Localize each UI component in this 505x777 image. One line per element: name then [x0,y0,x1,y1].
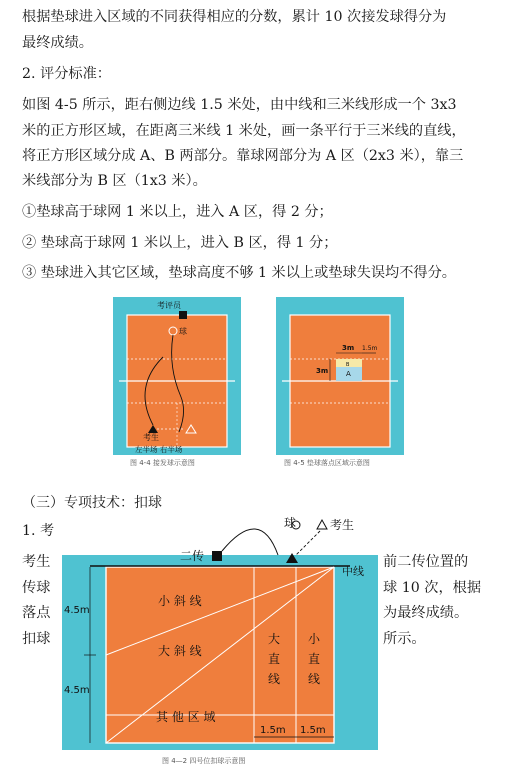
examiner-label: 考评员 [157,301,181,310]
small-straight-label: 小 [308,632,321,646]
paragraph-line: 将正方形区域分成 A、B 两部分。靠球网部分为 A 区（2x3 米），靠三 [22,148,464,164]
examinee-label: 考生 [143,433,159,442]
setter-marker [212,551,222,561]
figure-spike [60,515,380,750]
ball-label: 球 [284,516,297,530]
paragraph-line: 落点 [22,605,51,621]
ball-label: 球 [179,327,187,336]
big-diagonal-label: 大 斜 线 [158,644,202,658]
paragraph-line: 所示。 [383,631,426,647]
dim-label: 1.5m [362,345,378,352]
dim-label: 3m [316,367,329,375]
figure-caption: 图 4-4 接发球示意图 [130,459,195,467]
zone-a-label: A [346,370,351,378]
paragraph-line: 米线部分为 B 区（1x3 米）。 [22,173,207,189]
scoring-rule: ② 垫球高于球网 1 米以上，进入 B 区，得 1 分； [22,235,338,251]
examiner-marker [179,311,187,319]
small-straight-label: 直 [308,652,321,666]
center-line-label: 中线 [342,565,364,578]
other-area-label: 其 他 区 域 [156,710,216,724]
paragraph-line: 1. 考 [22,523,55,539]
dim-label: 4.5m [64,685,90,696]
dim-label: 1.5m [300,725,326,736]
figure-caption: 图 4—2 四号位扣球示意图 [162,757,246,765]
halves-label: 左半场 右半场 [135,445,183,454]
paragraph-line: 扣球 [22,631,51,647]
paragraph-line: 球 10 次，根据 [383,580,482,596]
zone-b-label: B [346,362,350,368]
spike-diagram [60,515,380,750]
dim-label: 3m [342,344,355,352]
section-heading: （三）专项技术：扣球 [22,495,162,511]
figure-landing-zone [276,297,404,455]
paragraph-line: 传球 [22,580,51,596]
small-straight-label: 线 [308,672,321,686]
landing-zone-diagram [276,297,404,455]
section-heading: 2. 评分标准： [22,66,111,82]
scoring-rule: ③ 垫球进入其它区域，垫球高度不够 1 米以上或垫球失误均不得分。 [22,265,456,281]
paragraph-line: 米的正方形区域，在距离三米线 1 米处，画一条平行于三米线的直线， [22,123,466,139]
figure-caption: 图 4-5 垫球落点区域示意图 [284,459,370,467]
dim-label: 1.5m [260,725,286,736]
serve-receive-diagram [113,297,241,455]
small-diagonal-label: 小 斜 线 [158,594,202,608]
paragraph-line: 考生 [22,554,51,570]
dim-label: 4.5m [64,605,90,616]
setter-label: 二传 [180,549,205,563]
paragraph-line: 前二传位置的 [383,554,469,570]
paragraph-line: 根据垫球进入区域的不同获得相应的分数，累计 10 次接发球得分为 [22,9,447,25]
big-straight-label: 大 [268,632,281,646]
paragraph-line: 最终成绩。 [22,35,93,51]
scoring-rule: ①垫球高于球网 1 米以上，进入 A 区，得 2 分； [22,204,333,220]
figure-serve-receive [113,297,241,455]
big-straight-label: 直 [268,652,281,666]
paragraph-line: 为最终成绩。 [383,605,469,621]
paragraph-line: 如图 4-5 所示，距右侧边线 1.5 米处，由中线和三米线形成一个 3x3 [22,97,457,113]
examinee-label: 考生 [330,518,355,532]
big-straight-label: 线 [268,672,281,686]
